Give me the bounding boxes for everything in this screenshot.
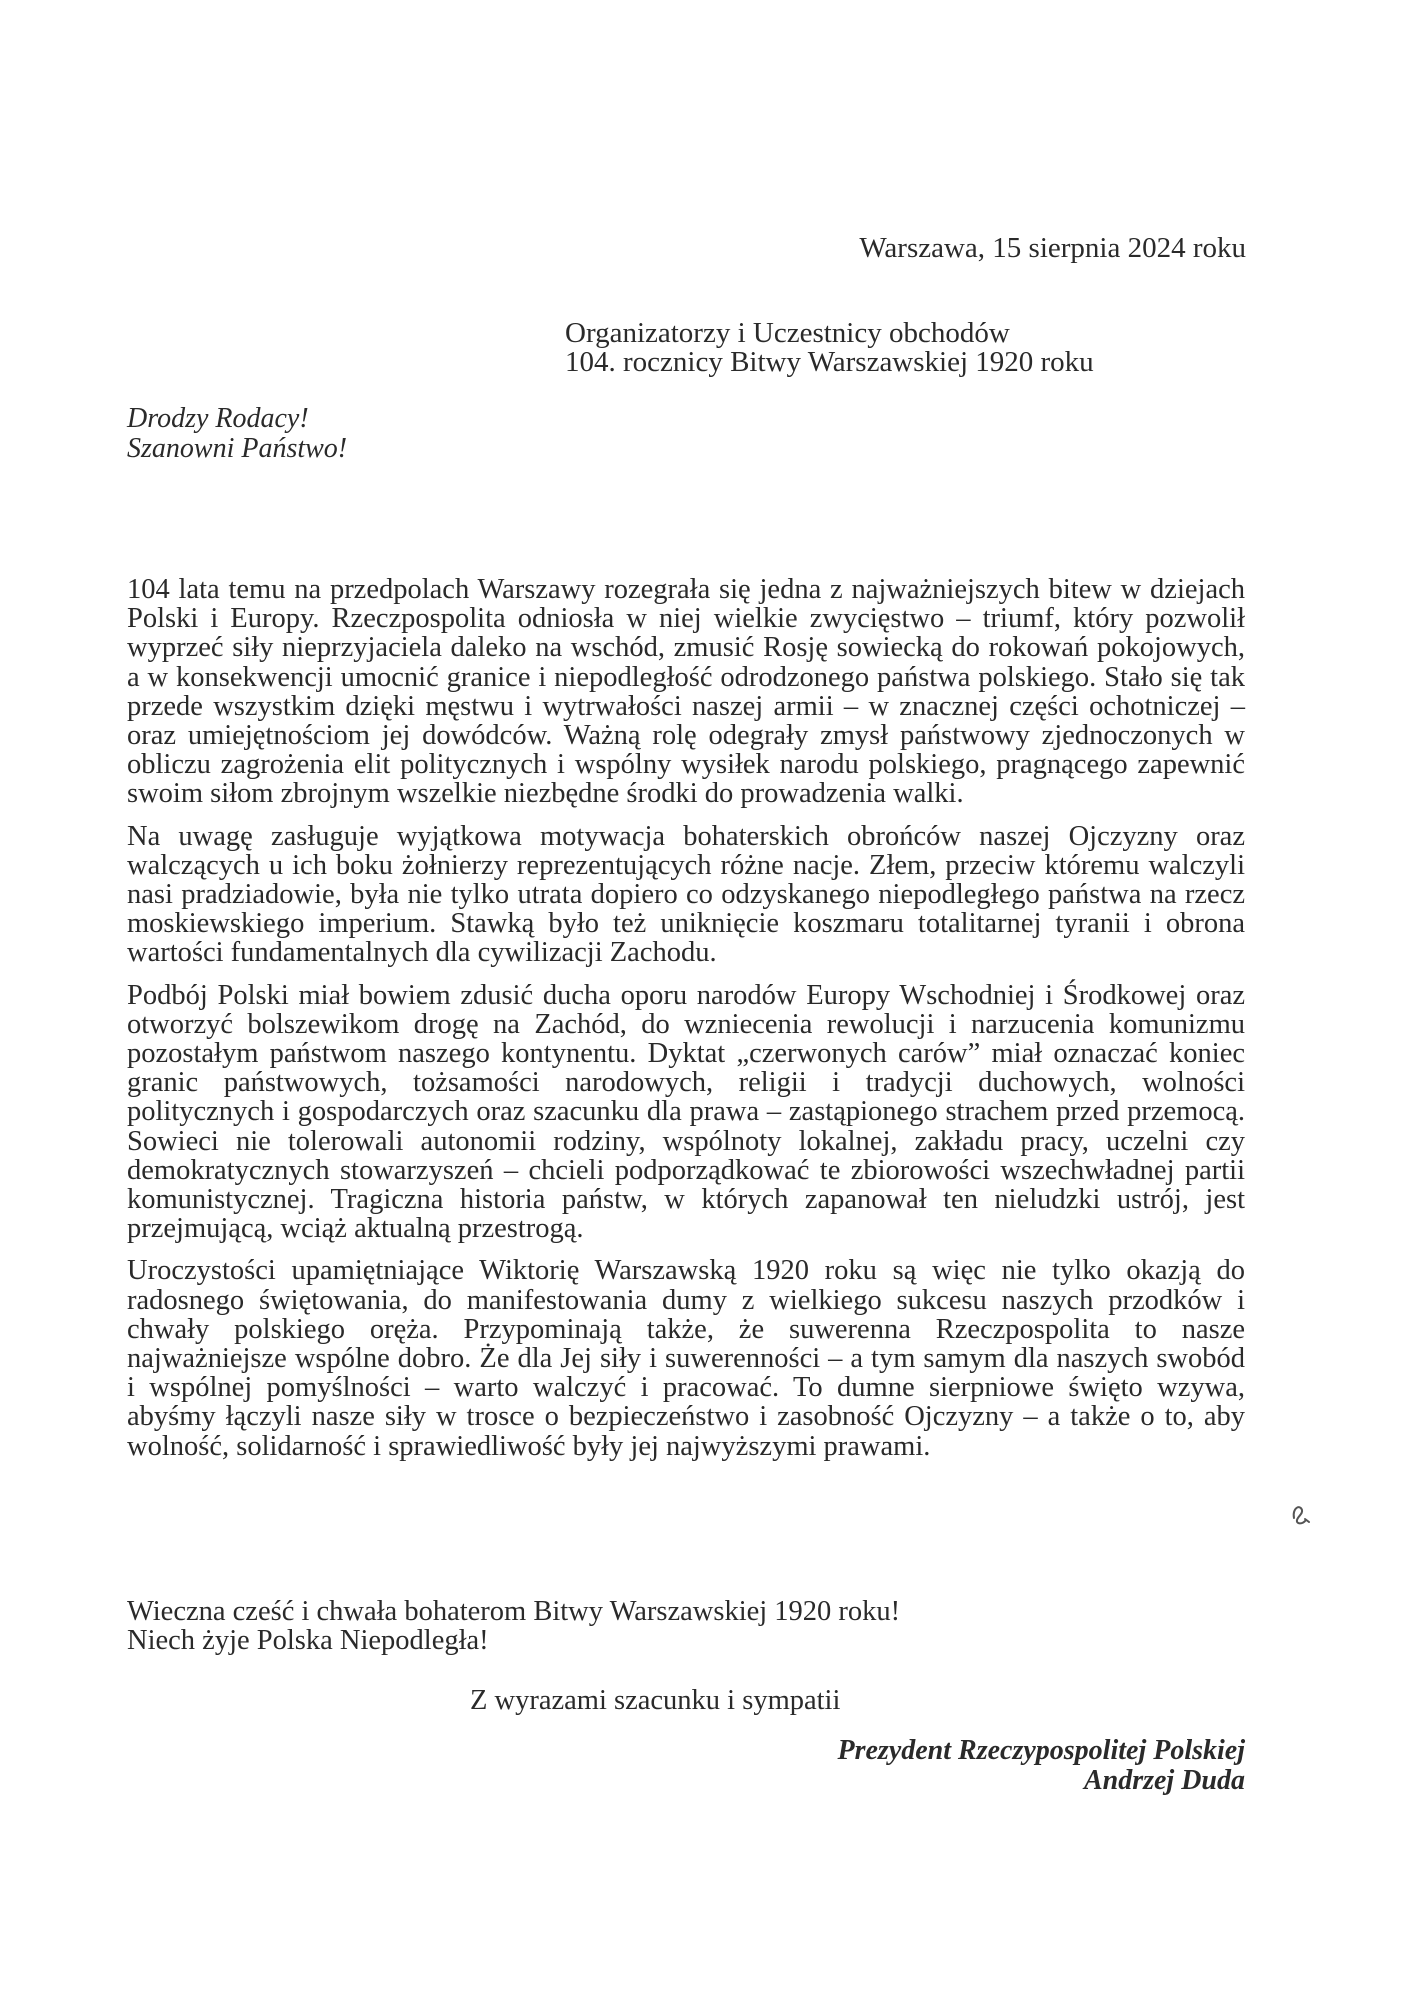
recipient-line-2: 104. rocznicy Bitwy Warszawskiej 1920 roku xyxy=(565,346,1094,378)
recipient-line-1: Organizatorzy i Uczestnicy obchodów xyxy=(565,317,1010,349)
signature-title: Prezydent Rzeczypospolitej Polskiej xyxy=(837,1735,1245,1766)
salutation-line-1: Drodzy Rodacy! xyxy=(127,403,309,434)
closing-line-1: Wieczna cześć i chwała bohaterom Bitwy Warszawskiej 1920 roku! xyxy=(127,1596,901,1627)
place-date: Warszawa, 15 sierpnia 2024 roku xyxy=(859,232,1246,264)
body-paragraph: 104 lata temu na przedpolach Warszawy rozegrała się jedna z najważniejszych bitew w dziejach Polski i Europy. Rzeczpospolita odniosła w niej wielkie zwycięstwo – triumf, który pozwolił wyprzeć siły nieprzyjaciela daleko na wschód, zmusić Rosję sowiecką do rokowań pokojowych, a w konsekwencji umocnić granice i niepodległość odrodzonego państwa polskiego. Stało się tak przede wszystkim dzięki męstwu i wytrwałości naszej armii – w znacznej części ochotniczej – oraz umiejętnościom jej dowódców. Ważną rolę odegrały zmysł państwowy zjednoczonych w obliczu zagrożenia elit politycznych i wspólny wysiłek narodu polskiego, pragnącego zapewnić swoim siłom zbrojnym wszelkie niezbędne środki do prowadzenia walki. xyxy=(127,574,1245,810)
body-paragraph: Podbój Polski miał bowiem zdusić ducha oporu narodów Europy Wschodniej i Środkowej oraz otworzyć bolszewikom drogę na Zachód, do wzniecenia rewolucji i narzucenia komunizmu pozostałym państwom naszego kontynentu. Dyktat „czerwonych carów” miał oznaczać koniec granic państwowych, tożsamości narodowych, religii i tradycji duchowych, wolności politycznych i gospodarczych oraz szacunku dla prawa – zastąpionego strachem przed przemocą. Sowieci nie tolerowali autonomii rodziny, wspólnoty lokalnej, zakładu pracy, uczelni czy demokratycznych stowarzyszeń – chcieli podporządkować te zbiorowości wszechwładnej partii komunistycznej. Tragiczna historia państw, w których zapanował ten nieludzki ustrój, jest przejmującą, wciąż aktualną przestrogą. xyxy=(127,979,1245,1245)
signature-block xyxy=(838,1736,1246,1796)
salutation-line-2: Szanowni Państwo! xyxy=(127,433,348,464)
signature-name: Andrzej Duda xyxy=(1083,1765,1245,1796)
handwritten-initial-mark-icon xyxy=(1286,1498,1316,1528)
recipient-block xyxy=(565,319,1094,377)
letter-body xyxy=(127,575,1245,1474)
body-paragraph: Na uwagę zasługuje wyjątkowa motywacja bohaterskich obrońców naszej Ojczyzny oraz walczących u ich boku żołnierzy reprezentujących różne nacje. Złem, przeciw któremu walczyli nasi pradziadowie, była nie tylko utrata dopiero co odzyskanego niepodległego państwa na rzecz moskiewskiego imperium. Stawką było też uniknięcie koszmaru totalitarnej tyranii i obrona wartości fundamentalnych dla cywilizacji Zachodu. xyxy=(127,820,1245,969)
regards: Z wyrazami szacunku i sympatii xyxy=(470,1685,841,1716)
closing-line-2: Niech żyje Polska Niepodległa! xyxy=(127,1625,489,1656)
salutation xyxy=(127,404,347,464)
closing-exclamations xyxy=(127,1597,900,1655)
body-paragraph: Uroczystości upamiętniające Wiktorię Warszawską 1920 roku są więc nie tylko okazją do radosnego świętowania, do manifestowania dumy z wielkiego sukcesu naszych przodków i chwały polskiego oręża. Przypominają także, że suwerenna Rzeczpospolita to nasze najważniejsze wspólne dobro. Że dla Jej siły i suwerenności – a tym samym dla naszych swobód i wspólnej pomyślności – warto walczyć i pracować. To dumne sierpniowe święto wzywa, abyśmy łączyli nasze siły w trosce o bezpieczeństwo i zasobność Ojczyzny – a także o to, aby wolność, solidarność i sprawiedliwość były jej najwyższymi prawami. xyxy=(127,1255,1245,1462)
